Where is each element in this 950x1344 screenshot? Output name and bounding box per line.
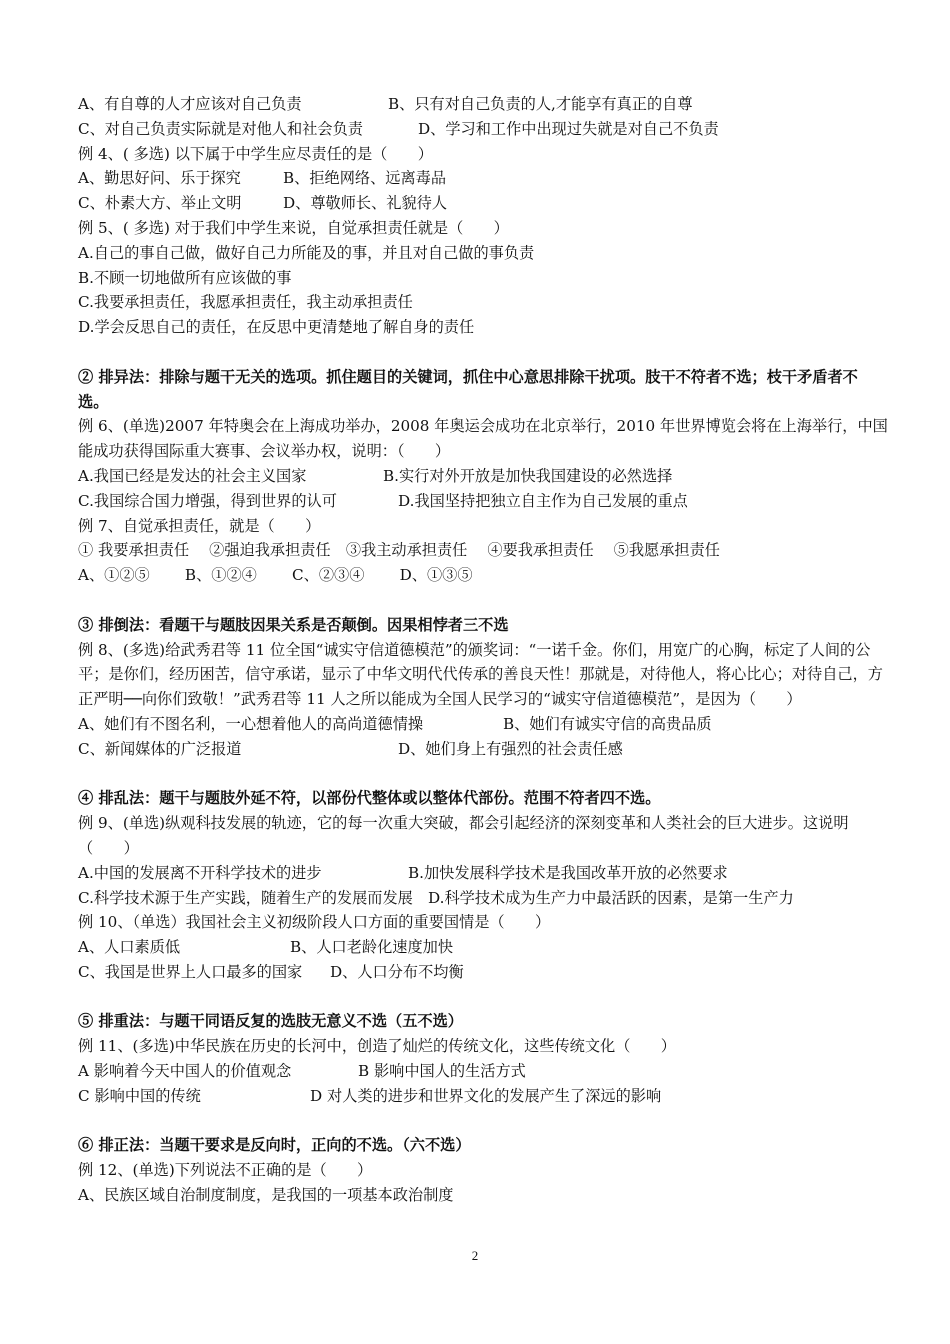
section-heading: ⑤ 排重法：与题干同语反复的选肢无意义不选（五不选） — [78, 1012, 463, 1031]
option-row — [78, 117, 888, 142]
option-text: D.我国坚持把独立自主作为自己发展的重点 — [398, 491, 688, 510]
option-text: A、她们有不图名利，一心想着他人的高尚道德情操 — [78, 714, 424, 733]
option-text: D 对人类的进步和世界文化的发展产生了深远的影响 — [310, 1086, 662, 1105]
blank-line — [78, 985, 888, 1010]
option-text: D、她们身上有强烈的社会责任感 — [398, 739, 623, 758]
option-text: B、人口老龄化速度加快 — [290, 938, 454, 957]
option-row — [78, 861, 888, 886]
text-line: 例 10、（单选）我国社会主义初级阶段人口方面的重要国情是（ ） — [78, 913, 551, 932]
option-text: A.我国已经是发达的社会主义国家 — [78, 466, 307, 485]
text-line: A、民族区域自治制度制度，是我国的一项基本政治制度 — [78, 1186, 454, 1205]
option-row — [78, 464, 888, 489]
blank-line — [78, 762, 888, 787]
option-text: C.我国综合国力增强，得到世界的认可 — [78, 491, 337, 510]
text-line: D.学会反思自己的责任，在反思中更清楚地了解自身的责任 — [78, 318, 475, 337]
option-row — [78, 960, 888, 985]
option-row — [78, 92, 888, 117]
option-text: C 影响中国的传统 — [78, 1086, 201, 1105]
option-text: D、人口分布不均衡 — [330, 962, 464, 981]
option-text: B、拒绝网络、远离毒品 — [283, 169, 447, 188]
blank-line — [78, 588, 888, 613]
option-text: D、尊敬师长、礼貌待人 — [283, 194, 448, 213]
option-text: A 影响着今天中国人的价值观念 — [78, 1062, 292, 1081]
option-text: A、有自尊的人才应该对自己负责 — [78, 95, 302, 113]
option-text: D、学习和工作中出现过失就是对自己不负责 — [418, 119, 719, 138]
option-text: B.加快发展科学技术是我国改革开放的必然要求 — [408, 863, 728, 882]
section-heading: ③ 排倒法：看题干与题肢因果关系是否颠倒。因果相悖者三不选 — [78, 615, 509, 634]
text-line: 例 7、自觉承担责任，就是（ ） — [78, 516, 321, 535]
section-heading: ⑥ 排正法：当题干要求是反向时，正向的不选。（六不选） — [78, 1136, 471, 1155]
text-line: 例 4、( 多选) 以下属于中学生应尽责任的是（ ） — [78, 144, 433, 163]
text-line: 例 9、(单选)纵观科技发展的轨迹，它的每一次重大突破，都会引起经济的深刻变革和人类社会的巨大进步。这说明（ ） — [78, 814, 849, 857]
text-line: 例 6、(单选)2007 年特奥会在上海成功举办，2008 年奥运会成功在北京举行，2010 年世界博览会将在上海举行，中国能成功获得国际重大赛事、会议举办权，说明：（ ） — [78, 417, 888, 461]
option-text: C、朴素大方、举止文明 — [78, 194, 242, 213]
option-row — [78, 712, 888, 737]
option-text: B 影响中国人的生活方式 — [358, 1062, 526, 1081]
text-line: C.科学技术源于生产实践，随着生产的发展而发展 D.科学技术成为生产力中最活跃的因素，是第一生产力 — [78, 888, 794, 907]
option-row — [78, 737, 888, 762]
section-heading: ② 排异法：排除与题干无关的选项。抓住题目的关键词，抓住中心意思排除干扰项。肢干不符者不选；枝干矛盾者不选。 — [78, 367, 858, 411]
text-line: A.自己的事自己做，做好自己力所能及的事，并且对自己做的事负责 — [78, 243, 535, 262]
option-row — [78, 489, 888, 514]
option-row — [78, 935, 888, 960]
option-row — [78, 1059, 888, 1084]
section-heading: ④ 排乱法：题干与题肢外延不符，以部份代整体或以整体代部份。范围不符者四不选。 — [78, 789, 661, 808]
blank-line — [78, 1109, 888, 1134]
option-row — [78, 191, 888, 216]
text-line: 例 8、(多选)给武秀君等 11 位全国“诚实守信道德模范”的颁奖词：“一诺千金。你们，用宽广的心胸，标定了人间的公平；是你们，经历困苦，信守承诺，显示了中华文明代代传承的善良天性！那就是，对待他人，将心比心；对待自己，方正严明──向你们致敬！”武秀君等 11 人之所以能成为全国人民学习的“诚实守信道德模范”，是因为（ ） — [78, 640, 883, 709]
option-text: C、我国是世界上人口最多的国家 — [78, 962, 303, 981]
text-line: ① 我要承担责任 ②强迫我承担责任 ③我主动承担责任 ④要我承担责任 ⑤我愿承担责任 — [78, 541, 720, 560]
text-line: 例 11、(多选)中华民族在历史的长河中，创造了灿烂的传统文化，这些传统文化（ ） — [78, 1037, 676, 1056]
text-line: B.不顾一切地做所有应该做的事 — [78, 268, 292, 287]
text-line: 例 12、(单选)下列说法不正确的是（ ） — [78, 1161, 373, 1180]
blank-line — [78, 340, 888, 365]
option-text: C、对自己负责实际就是对他人和社会负责 — [78, 119, 363, 138]
option-text: A.中国的发展离不开科学技术的进步 — [78, 863, 322, 882]
option-text: B、只有对自己负责的人,才能享有真正的自尊 — [388, 95, 693, 113]
document-body — [78, 92, 888, 1208]
text-line: 例 5、( 多选) 对于我们中学生来说，自觉承担责任就是（ ） — [78, 218, 509, 237]
option-row — [78, 1084, 888, 1109]
page-number: 2 — [471, 1248, 479, 1263]
option-text: B.实行对外开放是加快我国建设的必然选择 — [383, 466, 673, 485]
text-line: A、①②⑤ B、①②④ C、②③④ D、①③⑤ — [78, 566, 473, 585]
option-text: B、她们有诚实守信的高贵品质 — [503, 714, 712, 733]
option-row — [78, 166, 888, 191]
option-text: A、勤思好问、乐于探究 — [78, 169, 241, 188]
text-line: C.我要承担责任，我愿承担责任，我主动承担责任 — [78, 293, 413, 312]
option-text: A、人口素质低 — [78, 938, 181, 957]
option-text: C、新闻媒体的广泛报道 — [78, 739, 242, 758]
